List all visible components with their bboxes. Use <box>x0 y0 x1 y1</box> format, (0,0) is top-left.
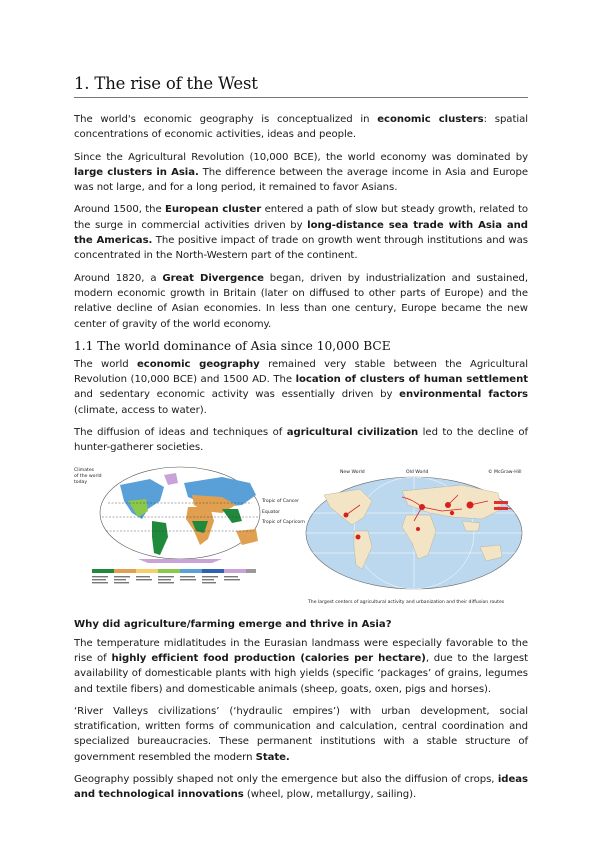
tropic-cancer-label: Tropic of Cancer <box>262 498 299 504</box>
tropic-capricorn-label: Tropic of Capricorn <box>262 519 305 525</box>
question-heading: Why did agriculture/farming emerge and thrive in Asia? <box>74 618 392 630</box>
paragraph-geography: The world economic geography remained very stable between the Agricultural Revolution (10,000 BCE) and 1500 AD. The location of clusters of human settlement and sedentary economic activity was essentially driven by environmental factors (climate, access to water). <box>74 358 528 416</box>
paragraph-river-valleys: ‘River Valleys civilizations’ (‘hydraulic empires’) with urban development, social stratification, written forms of communication and calculation, central coordination and specialized bureaucracies. These permanent institutions with a stable structure of government resembled the modern State. <box>74 705 528 763</box>
new-world-label: New World <box>340 469 365 475</box>
old-world-label: Old World <box>406 469 429 475</box>
subsection-title: 1.1 The world dominance of Asia since 10,000 BCE <box>74 338 391 353</box>
climate-map-title-2: of the world <box>74 473 102 479</box>
diffusion-map-caption: The largest centers of agricultural activity and urbanization and their diffusion routes <box>308 599 505 605</box>
diffusion-map-figure <box>302 465 530 607</box>
publisher-label: © McGraw-Hill <box>488 469 522 475</box>
landmass-antarctica <box>138 559 222 563</box>
paragraph-clusters: The world's economic geography is conceptualized in economic clusters: spatial concentrations of economic activities, ideas and people. <box>74 114 528 141</box>
figures-row <box>74 463 528 613</box>
climate-map-figure <box>72 465 305 593</box>
equator-label: Equator <box>262 509 281 515</box>
paragraph-asia: Since the Agricultural Revolution (10,000 BCE), the world economy was dominated by large clusters in Asia. The difference between the average income in Asia and Europe was not large, and for a long period, it remained to favor Asians. <box>74 151 529 194</box>
paragraph-diffusion-innovations: Geography possibly shaped not only the emergence but also the diffusion of crops, ideas and technological innovations (wheel, plow, metallurgy, sailing). <box>74 774 528 801</box>
paragraph-diffusion: The diffusion of ideas and techniques of agricultural civilization led to the decline of hunter-gatherer societies. <box>74 427 528 454</box>
section-title: 1. The rise of the West <box>74 74 528 98</box>
paragraph-europe: Around 1500, the European cluster entered a path of slow but steady growth, related to the surge in commercial activities driven by long-distance sea trade with Asia and the Americas. The positive impact of trade on growth went through institutions and was concentrated in the North-Western part of the continent. <box>74 204 529 262</box>
climate-map-title-3: today <box>74 479 88 485</box>
paragraph-food-production: The temperature midlatitudes in the Eurasian landmass were especially favorable to the rise of highly efficient food production (calories per hectare), due to the largest availability of domesticable plants with high yields (specific ‘packages’ of grains, legumes and textile fibers) and domesticable animals (sheep, goats, oxen, pigs and horses). <box>74 637 528 695</box>
climate-map-title-1: Climates <box>74 467 95 473</box>
paragraph-divergence: Around 1820, a Great Divergence began, driven by industrialization and sustained, modern economic growth in Britain (later on diffused to other parts of Europe) and the relative decline of Asian economies. In less than one century, Europe became the new center of gravity of the world economy. <box>74 272 528 330</box>
climate-legend <box>92 569 256 583</box>
